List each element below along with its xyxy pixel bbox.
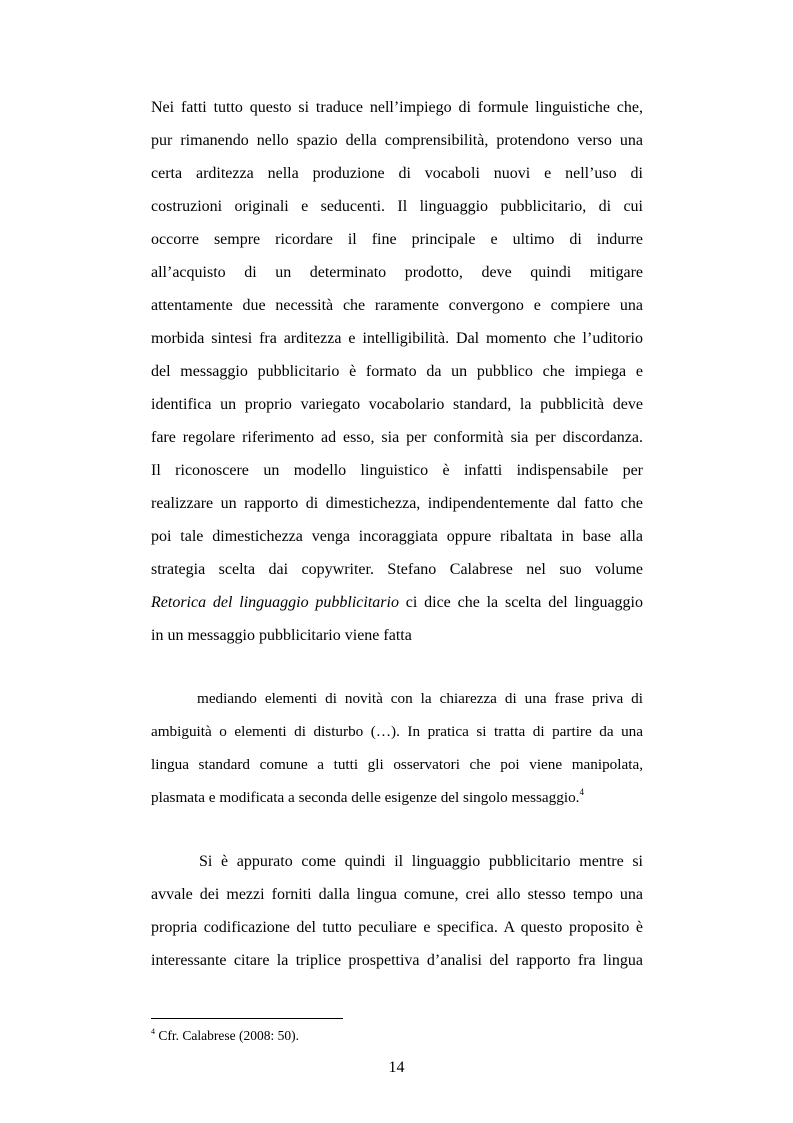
book-title: Retorica del linguaggio pubblicitario — [151, 594, 399, 611]
body-text-line: certa arditezza nella produzione di vocaboli nuovi e nell’uso di — [151, 165, 643, 182]
body-text-line: identifica un proprio variegato vocabolario standard, la pubblicità deve — [151, 396, 643, 413]
quote-line: lingua standard comune a tutti gli osservatori che poi viene manipolata, — [151, 756, 643, 773]
body-text-line: attentamente due necessità che raramente convergono e compiere una — [151, 297, 643, 314]
body-text-line: poi tale dimestichezza venga incoraggiata oppure ribaltata in base alla — [151, 528, 643, 545]
footnote-text: Cfr. Calabrese (2008: 50). — [155, 1028, 299, 1043]
body-text-line: propria codificazione del tutto peculiare e specifica. A questo proposito è — [151, 919, 643, 936]
body-text-line: in un messaggio pubblicitario viene fatta — [151, 627, 412, 644]
body-text-line: all’acquisto di un determinato prodotto, deve quindi mitigare — [151, 264, 643, 281]
body-text-line: avvale dei mezzi forniti dalla lingua comune, crei allo stesso tempo una — [151, 886, 643, 903]
page-number: 14 — [388, 1059, 405, 1076]
body-text-line: Si è appurato come quindi il linguaggio pubblicitario mentre si — [199, 853, 643, 870]
footnote-separator — [151, 1018, 343, 1019]
quote-line-last — [151, 788, 584, 808]
footnote — [151, 1028, 299, 1044]
body-text-fragment: ci dice che la scelta del linguaggio — [398, 594, 643, 611]
body-text-line: Nei fatti tutto questo si traduce nell’impiego di formule linguistiche che, — [151, 99, 643, 116]
body-text-line: costruzioni originali e seducenti. Il linguaggio pubblicitario, di cui — [151, 198, 643, 215]
quote-line: mediando elementi di novità con la chiarezza di una frase priva di — [197, 690, 643, 707]
body-text-line: Il riconoscere un modello linguistico è infatti indispensabile per — [151, 462, 643, 479]
body-text-line: morbida sintesi fra arditezza e intelligibilità. Dal momento che l’uditorio — [151, 330, 643, 347]
quote-text: plasmata e modificata a seconda delle esigenze del singolo messaggio. — [151, 789, 580, 806]
body-text-line: pur rimanendo nello spazio della comprensibilità, protendono verso una — [151, 132, 643, 149]
quote-line: ambiguità o elementi di disturbo (…). In pratica si tratta di partire da una — [151, 723, 643, 740]
body-text-line: interessante citare la triplice prospettiva d’analisi del rapporto fra lingua — [151, 952, 643, 969]
footnote-reference[interactable]: 4 — [579, 786, 584, 797]
body-text-line: fare regolare riferimento ad esso, sia per conformità sia per discordanza. — [151, 429, 643, 446]
body-text-line: strategia scelta dai copywriter. Stefano Calabrese nel suo volume — [151, 561, 643, 578]
body-text-line: realizzare un rapporto di dimestichezza, indipendentemente dal fatto che — [151, 495, 643, 512]
body-text-line: occorre sempre ricordare il fine principale e ultimo di indurre — [151, 231, 643, 248]
body-text-line: del messaggio pubblicitario è formato da un pubblico che impiega e — [151, 363, 643, 380]
footnote-number: 4 — [151, 1026, 155, 1036]
body-text-line-with-title — [151, 593, 643, 613]
